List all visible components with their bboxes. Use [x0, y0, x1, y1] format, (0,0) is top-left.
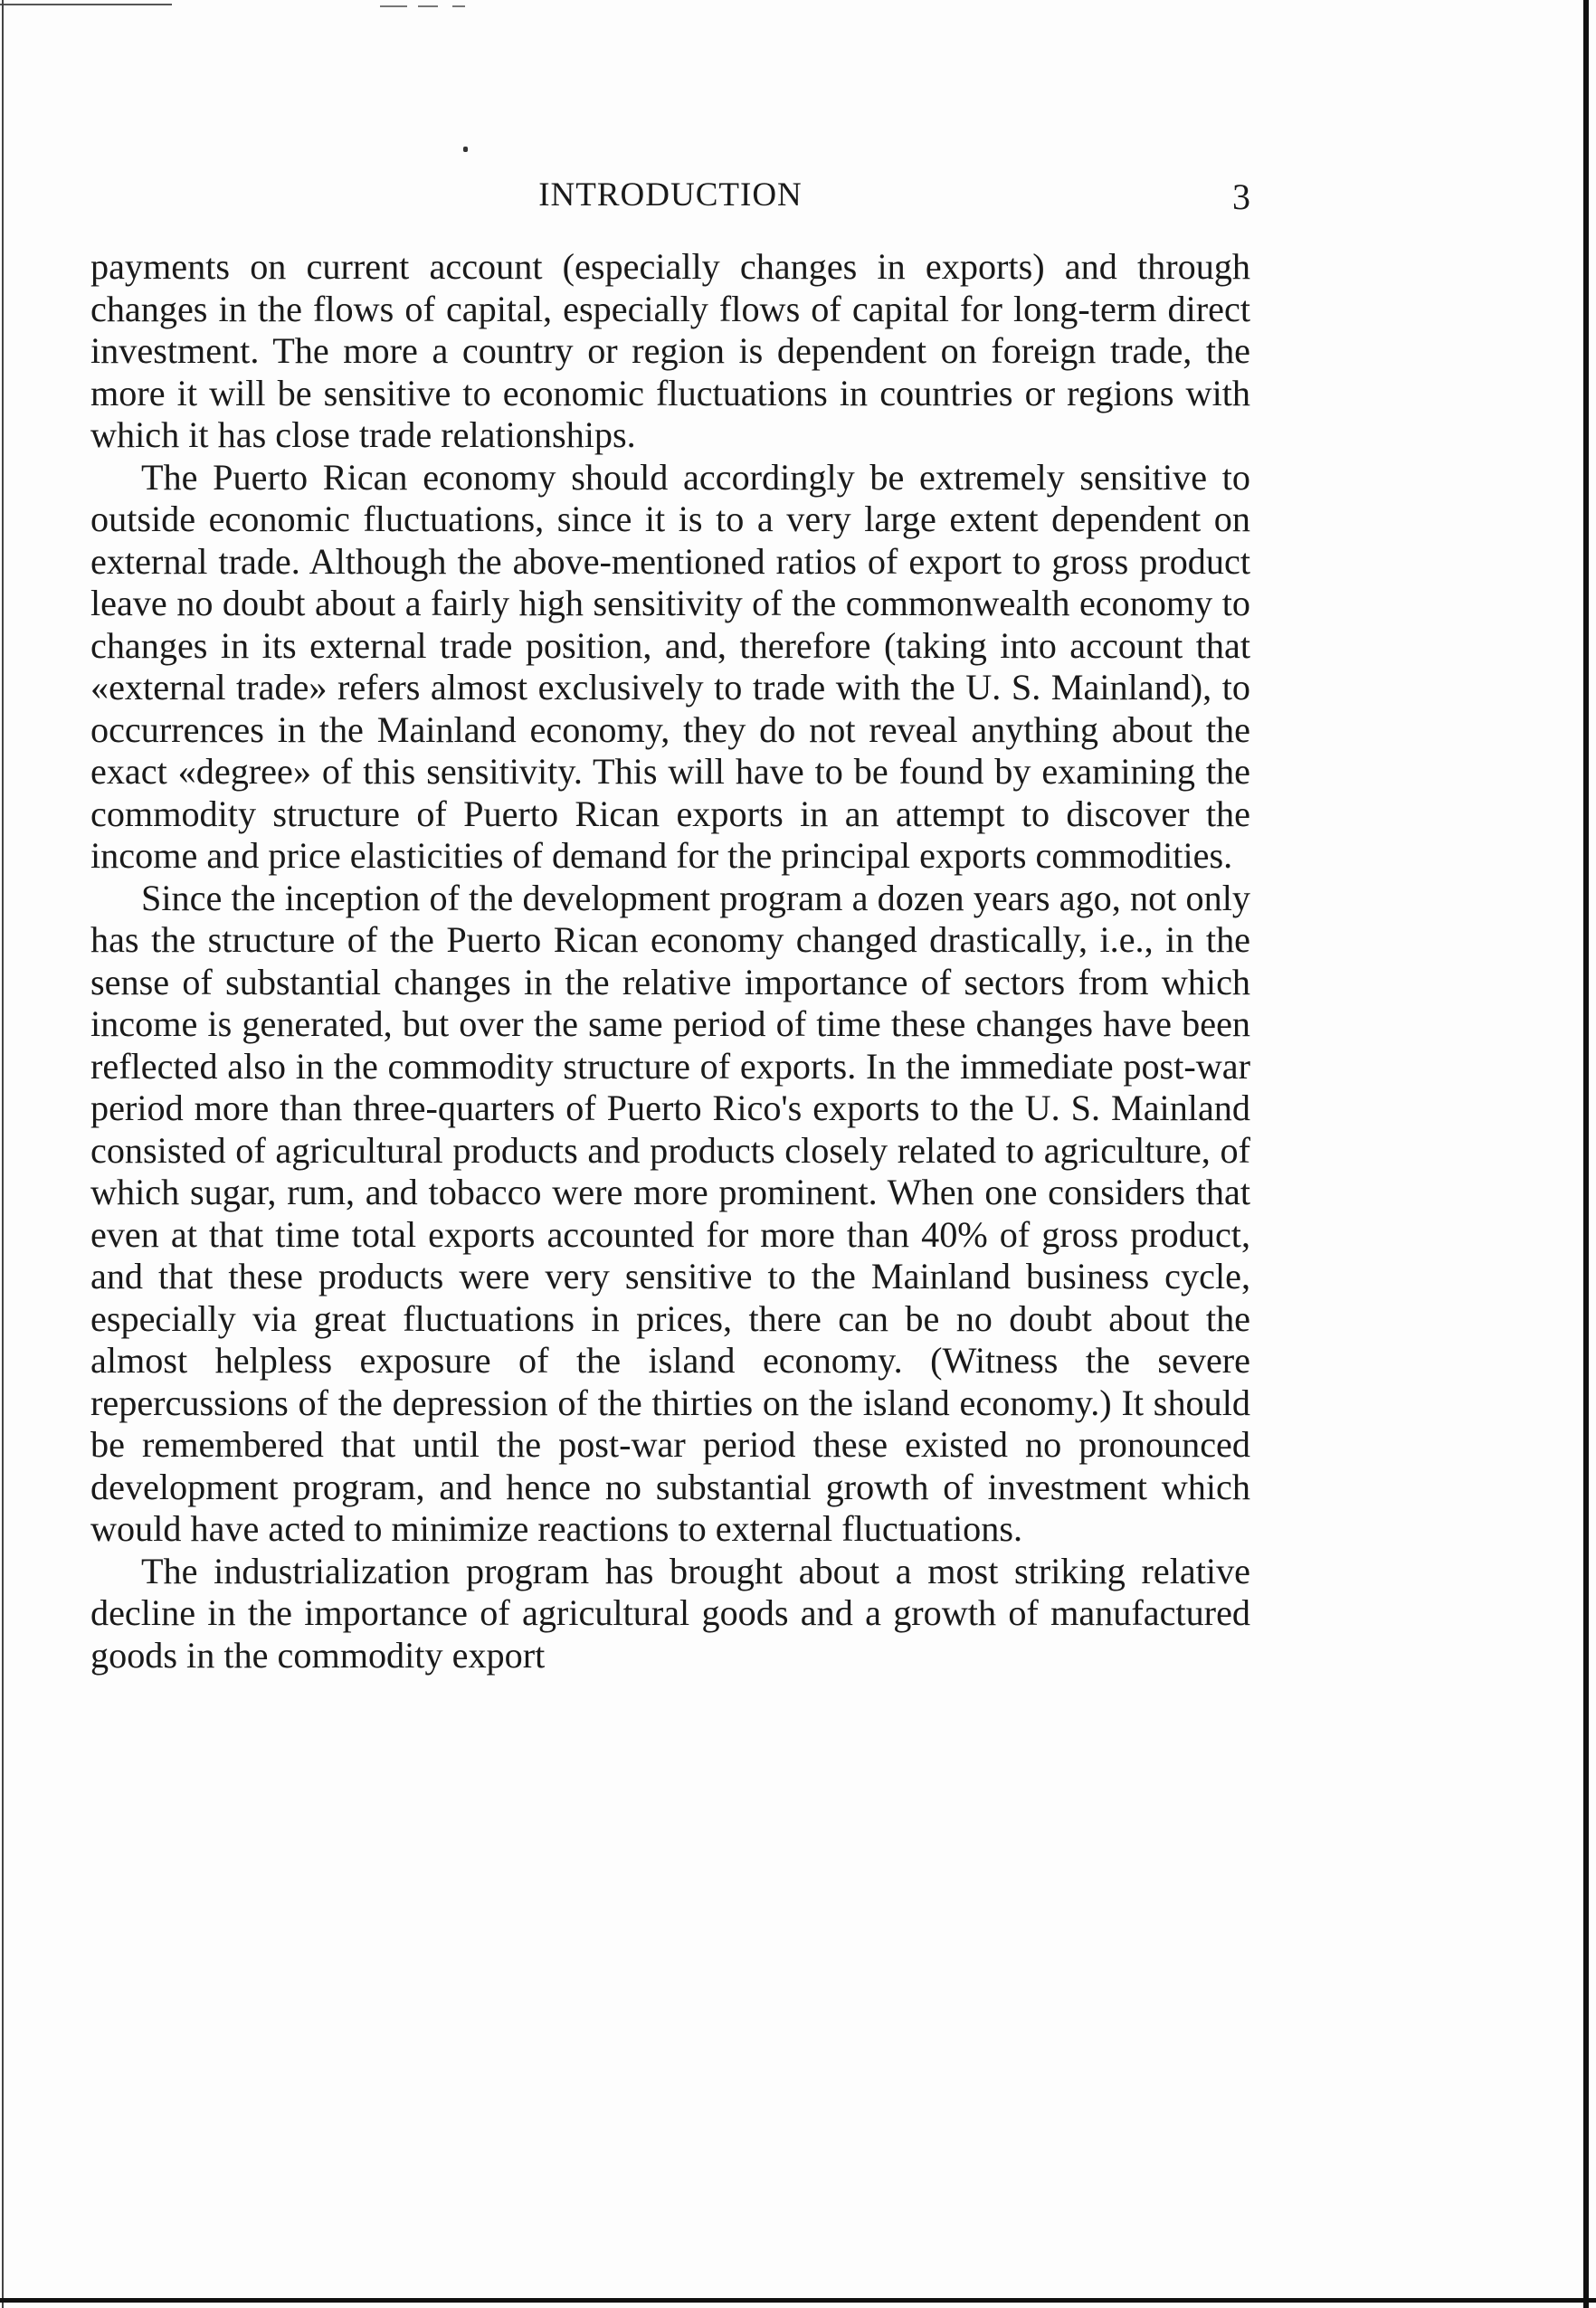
scan-edge-top	[0, 4, 172, 5]
body-text	[90, 246, 1250, 1676]
running-head	[90, 176, 1250, 221]
scan-edge-dash	[452, 5, 465, 7]
scan-edge-dash	[418, 5, 438, 7]
scan-edge-right	[1583, 0, 1589, 2308]
scan-edge-bottom	[0, 2298, 1596, 2303]
chapter-title: INTRODUCTION	[538, 176, 803, 214]
paragraph-3: Since the inception of the development program a dozen years ago, not only has the structure of the Puerto Rican economy changed drastically, i.e., in the sense of substantial changes in the relative importance of sectors from which income is generated, but over the same period of time these changes have been reflected also in the commodity structure of exports. In the immediate post-war period more than three-quarters of Puerto Rico's exports to the U. S. Mainland consisted of agricultural products and products closely related to agriculture, of which sugar, rum, and tobacco were more prominent. When one considers that even at that time total exports accounted for more than 40% of gross product, and that these products were very sensitive to the Mainland business cycle, especially via great fluctuations in prices, there can be no doubt about the almost helpless exposure of the island economy. (Witness the severe repercussions of the depression of the thirties on the island economy.) It should be remembered that until the post-war period these existed no pronounced development program, and hence no substantial growth of investment which would have acted to minimize reactions to external fluctuations.	[90, 877, 1250, 1549]
paragraph-1: payments on current account (especially changes in exports) and through changes in the flows of capital, especially flows of capital for long-term direct investment. The more a country or region is dependent on foreign trade, the more it will be sensitive to economic fluctuations in countries or regions with which it has close trade relationships.	[90, 246, 1250, 455]
scan-edge-left	[2, 0, 4, 2308]
paragraph-4: The industrialization program has brought about a most striking relative decline in the importance of agricultural goods and a growth of manufactured goods in the commodity export	[90, 1550, 1250, 1676]
paragraph-2: The Puerto Rican economy should accordingly be extremely sensitive to outside economic fluctuations, since it is to a very large extent dependent on external trade. Although the above-mentioned ratios of export to gross product leave no doubt about a fairly high sensitivity of the commonwealth economy to changes in its external trade position, and, therefore (taking into account that «external trade» refers almost exclusively to trade with the U. S. Mainland), to occurrences in the Mainland economy, they do not reveal anything about the exact «degree» of this sensitivity. This will have to be found by examining the commodity structure of Puerto Rican exports in an attempt to discover the income and price elasticities of demand for the principal exports commodities.	[90, 456, 1250, 876]
scan-speck	[463, 147, 468, 152]
scan-edge-dash	[380, 5, 407, 7]
page-number: 3	[1232, 176, 1250, 217]
